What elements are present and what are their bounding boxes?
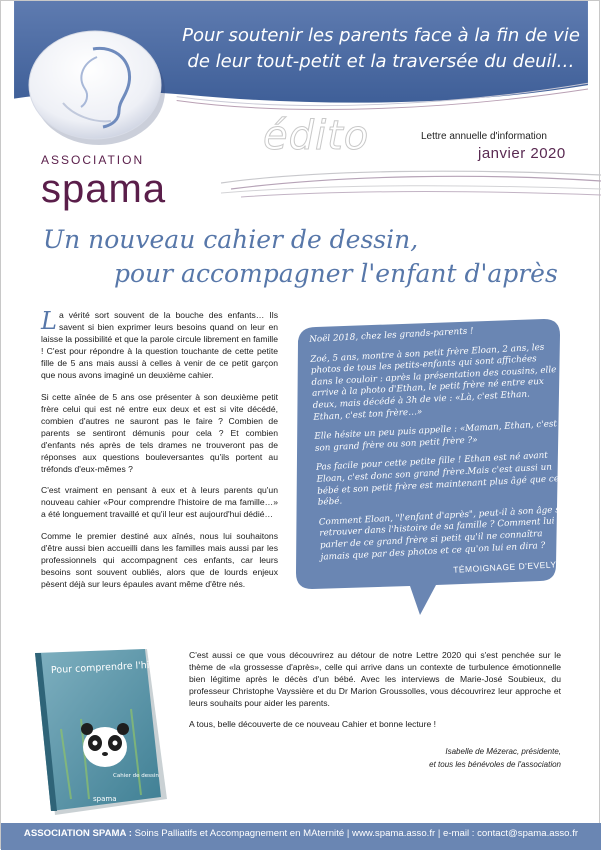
tagline-line-2: de leur tout-petit et la traversée du deuil…	[187, 51, 575, 72]
editorial-signature	[381, 745, 561, 771]
edito-title: édito	[263, 113, 370, 159]
testimony-paragraph-1: Zoé, 5 ans, montre à son petit frère Eloan, 2 ans, les photos de tous les petits-enfants qui sont affichées dans le couloir : après la présentation des cousins, elle arrive à la photo d'Ethan, le petit frère né entre eux deux, mais décédé à 3h de vie : «Là, c'est Ethan. Ethan, c'est ton frère…»	[310, 342, 557, 423]
testimony-signature: TÉMOIGNAGE D'EVELYNE	[452, 558, 570, 575]
spama-logo	[23, 19, 173, 151]
testimony-paragraph-2: Elle hésite un peu puis appelle : «Maman, Ethan, c'est son grand frère ou son petit frère ?»	[314, 419, 558, 454]
testimony-paragraph-3: Pas facile pour cette petite fille ! Ethan est né avant Eloan, c'est donc son grand frère.Mais c'est aussi un bébé et son petit frère est maintenant plus âgé que ce bébé.	[315, 451, 560, 508]
book-title: Pour comprendre l'histoire de ma famille…	[50, 654, 254, 677]
article-paragraph-2: Si cette aînée de 5 ans ose présenter à son deuxième petit frère celui qui est né entre eux deux et est si vite décédé, combien d'autres ne sauront pas le faire ? Combien de parents se sentiront démunis pour cela ? Et combien d'enfants nés après de tels drames ne trouveront pas de réponses aux questions bouleversantes qu'ils portent au tréfonds d'eux-mêmes ?	[41, 391, 278, 475]
headline	[1, 223, 601, 291]
signature-line-1: Isabelle de Mézerac, présidente,	[445, 747, 561, 756]
testimony-intro: Noël 2018, chez les grands-parents !	[309, 326, 474, 345]
headline-line-1: Un nouveau cahier de dessin,	[43, 225, 419, 254]
header-tagline	[171, 23, 591, 75]
association-label: ASSOCIATION	[41, 153, 145, 167]
closing-paragraph-2: A tous, belle découverte de ce nouveau Cahier et bonne lecture !	[189, 719, 436, 730]
closing-paragraph-1: C'est aussi ce que vous découvrirez au détour de notre Lettre 2020 qui s'est penchée sur le thème de «la grossesse d'après», celle qui arrive dans un contexte de turbulence émotionnelle bien légitime après le décès d'un bébé. Avec les interviews de Marie-José Soubieux, du professeur Christophe Vayssière et du Dr Marion Groussolles, vous découvrirez leur approche et leurs souhaits pour aider les parents.	[189, 650, 561, 709]
signature-line-2: et tous les bénévoles de l'association	[429, 760, 561, 769]
footer-contact: Soins Palliatifs et Accompagnement en MAternité | www.spama.asso.fr | e-mail : contact@spama.asso.fr	[131, 828, 579, 839]
closing-text	[189, 649, 561, 740]
footer-org: ASSOCIATION SPAMA :	[23, 828, 132, 839]
footer-bar	[1, 823, 601, 850]
article-column	[41, 309, 278, 599]
decorative-swirls	[221, 161, 601, 201]
article-paragraph	[41, 309, 278, 382]
association-name: spama	[41, 167, 167, 211]
book-publisher: spama	[93, 795, 117, 803]
tagline-line-1: Pour soutenir les parents face à la fin de vie	[182, 25, 580, 46]
article-paragraph-4: Comme le premier destiné aux aînés, nous lui souhaitons d'être aussi bien accueilli dans les familles mais aussi par les professionnels qui accompagnent ces enfants, car leurs besoins sont souvent oubliés, alors que de lourds enjeux pèsent déjà sur leurs épaules avant même d'être nés.	[41, 530, 278, 589]
book-cover	[31, 649, 254, 821]
drop-cap: L	[41, 307, 57, 335]
testimony-paragraph-4: Comment Eloan, "l'enfant d'après", peut-il à son âge se retrouver dans l'histoire de sa famille ? Comment lui parler de ce grand frère si petit qu'il ne connaîtra jamais que par des photos et ce qu'on lui en dira ?	[318, 504, 566, 563]
article-paragraph-1-text: a vérité sort souvent de la bouche des enfants… Ils savent si bien exprimer leurs besoins quand on leur en laisse la possibilité et que la parole circule librement en famille ! C'est pour répondre à la question touchante de cette petite fille de 5 ans mais aussi à celles à venir de ce petit garçon que nous avons imaginé un deuxième cahier.	[41, 310, 278, 381]
book-subtitle: Cahier de dessin	[113, 773, 159, 779]
newsletter-date: janvier 2020	[478, 145, 566, 162]
testimony-text	[309, 322, 570, 591]
newsletter-kind: Lettre annuelle d'information	[421, 131, 547, 142]
article-paragraph-3: C'est vraiment en pensant à eux et à leurs parents qu'un nouveau cahier «Pour comprendre l'histoire de ma famille…» a été longuement travaillé et qu'il leur est aujourd'hui dédié…	[41, 485, 278, 520]
headline-line-2: pour accompagner l'enfant d'après	[114, 259, 558, 288]
